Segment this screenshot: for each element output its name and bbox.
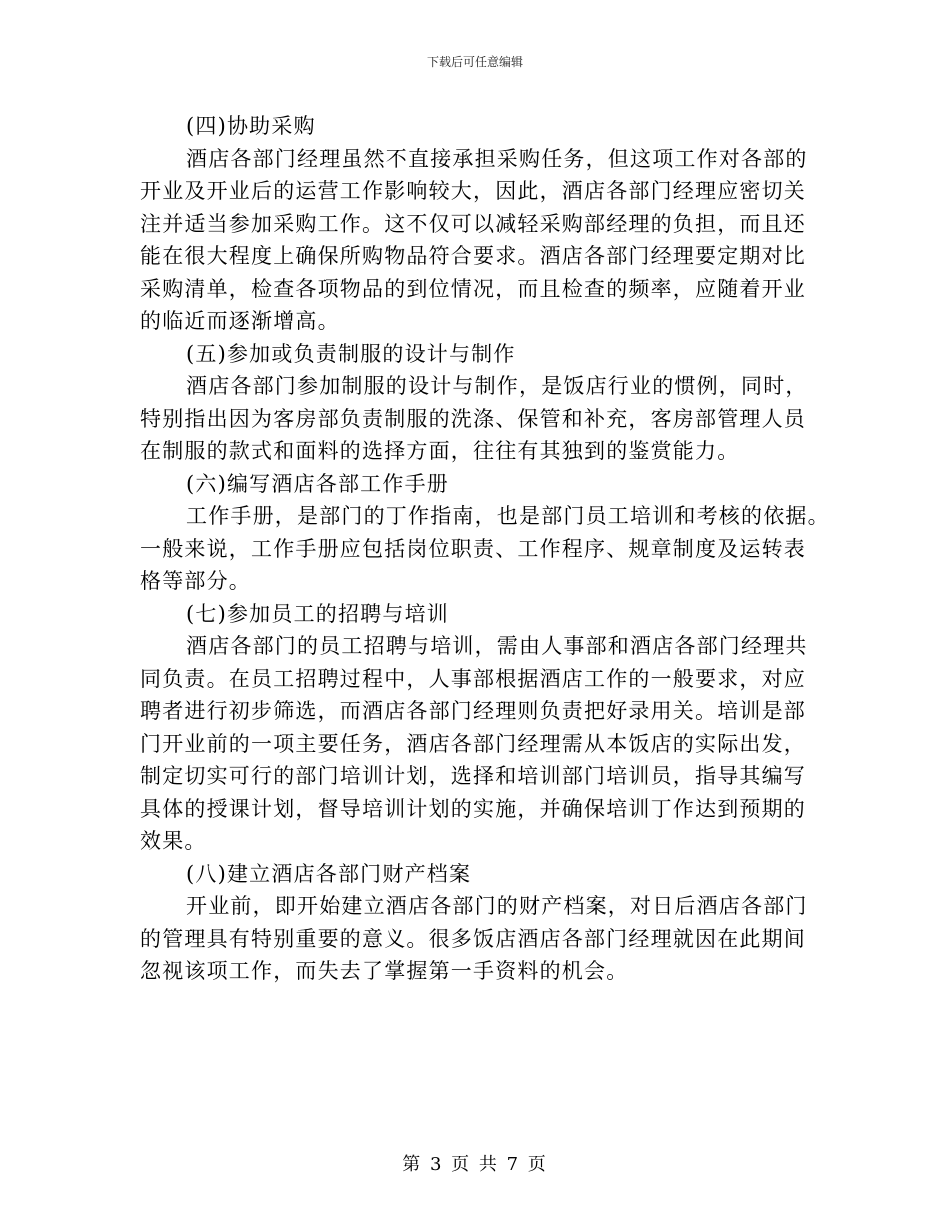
text-line: 开业及开业后的运营工作影响较大，因此，酒店各部门经理应密切关 [140,179,806,203]
text-line: (四)协助采购 [186,114,316,138]
text-line: 酒店各部门参加制服的设计与制作，是饭店行业的惯例，同时， [186,374,808,398]
text-line: (六)编写酒店各部工作手册 [186,471,449,496]
text-line: 注并适当参加采购工作。这不仅可以减轻采购部经理的负担，而且还 [140,211,806,236]
text-line: 特别指出因为客房部负责制服的洗涤、保管和补充，客房部管理人员 [140,406,806,431]
text-line: 在制服的款式和面料的选择方面，往往有其独到的鉴赏能力。 [140,439,740,463]
text-line: 效果。 [140,829,207,853]
page-header: 下载后可任意编辑 [426,55,523,69]
text-line: 格等部分。 [140,569,251,593]
text-line: 的临近而逐渐增高。 [140,309,340,333]
text-line: 酒店各部门经理虽然不直接承担采购任务，但这项工作对各部的 [186,146,808,171]
text-line: 同负责。在员工招聘过程中，人事部根据酒店工作的一般要求，对应 [140,666,806,691]
text-line: 制定切实可行的部门培训计划，选择和培训部门培训员，指导其编写 [140,764,806,788]
text-line: 忽视该项工作，而失去了掌握第一手资料的机会。 [140,959,629,983]
text-line: (七)参加员工的招聘与培训 [186,601,449,626]
text-line: 的管理具有特别重要的意义。很多饭店酒店各部门经理就因在此期间 [140,926,806,951]
text-line: 一般来说，工作手册应包括岗位职责、工作程序、规章制度及运转表 [140,536,806,561]
text-line: 采购清单，检查各项物品的到位情况，而且检查的频率，应随着开业 [140,276,806,301]
text-line: 酒店各部门的员工招聘与培训，需由人事部和酒店各部门经理共 [186,634,808,658]
text-line: 开业前，即开始建立酒店各部门的财产档案，对日后酒店各部门 [186,894,808,918]
text-line: 能在很大程度上确保所购物品符合要求。酒店各部门经理要定期对比 [140,244,806,268]
page-footer: 第 3 页 共 7 页 [402,1154,548,1175]
text-line: 门开业前的一项主要任务，酒店各部门经理需从本饭店的实际出发， [140,731,806,756]
text-line: 聘者进行初步筛选，而酒店各部门经理则负责把好录用关。培训是部 [140,699,806,723]
text-line: 工作手册，是部门的丁作指南，也是部门员工培训和考核的依据。 [186,504,830,528]
text-line: (八)建立酒店各部门财产档案 [186,861,472,886]
text-line: (五)参加或负责制服的设计与制作 [186,341,516,366]
text-line: 具体的授课计划，督导培训计划的实施，并确保培训丁作达到预期的 [140,796,806,821]
document-body [140,110,830,988]
